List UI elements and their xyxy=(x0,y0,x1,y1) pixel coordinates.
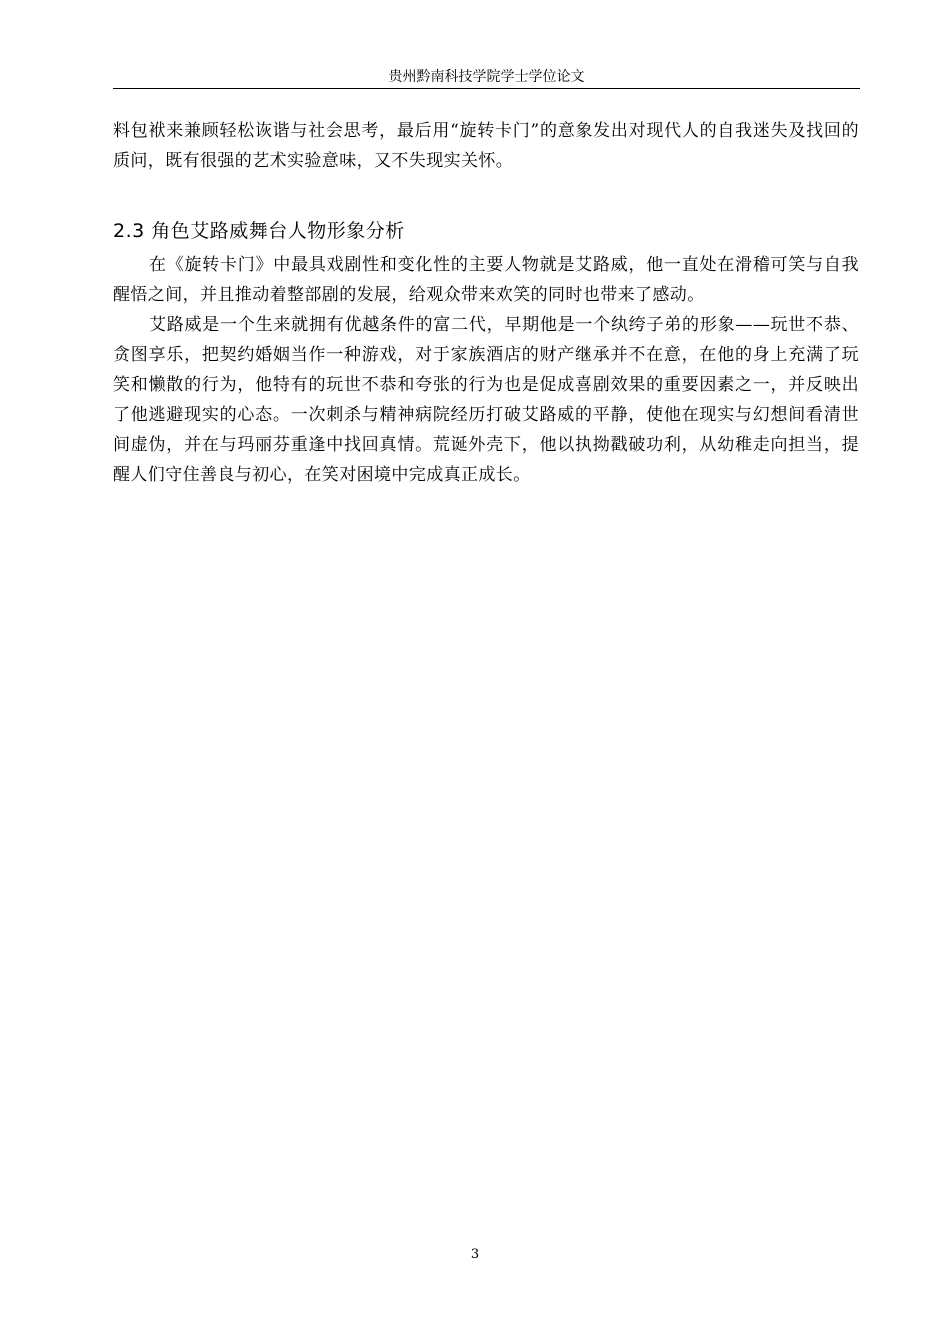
header-title: 贵州黔南科技学院学士学位论文 xyxy=(388,69,585,85)
document-body xyxy=(113,116,859,490)
continuation-paragraph: 料包袱来兼顾轻松诙谐与社会思考，最后用“旋转卡门”的意象发出对现代人的自我迷失及找回的质问，既有很强的艺术实验意味，又不失现实关怀。 xyxy=(113,121,859,171)
section-heading: 2.3 角色艾路威舞台人物形象分析 xyxy=(113,220,405,242)
page-number: 3 xyxy=(470,1247,480,1262)
body-paragraph: 艾路威是一个生来就拥有优越条件的富二代，早期他是一个纨绔子弟的形象——玩世不恭、贪图享乐，把契约婚姻当作一种游戏，对于家族酒店的财产继承并不在意，在他的身上充满了玩笑和懒散的行为，他特有的玩世不恭和夸张的行为也是促成喜剧效果的重要因素之一，并反映出了他逃避现实的心态。一次刺杀与精神病院经历打破艾路威的平静，使他在现实与幻想间看清世间虚伪，并在与玛丽芬重逢中找回真情。荒诞外壳下，他以执拗戳破功利，从幼稚走向担当，提醒人们守住善良与初心，在笑对困境中完成真正成长。 xyxy=(113,315,859,485)
body-paragraph: 在《旋转卡门》中最具戏剧性和变化性的主要人物就是艾路威，他一直处在滑稽可笑与自我醒悟之间，并且推动着整部剧的发展，给观众带来欢笑的同时也带来了感动。 xyxy=(113,255,859,305)
page-header xyxy=(113,66,860,89)
